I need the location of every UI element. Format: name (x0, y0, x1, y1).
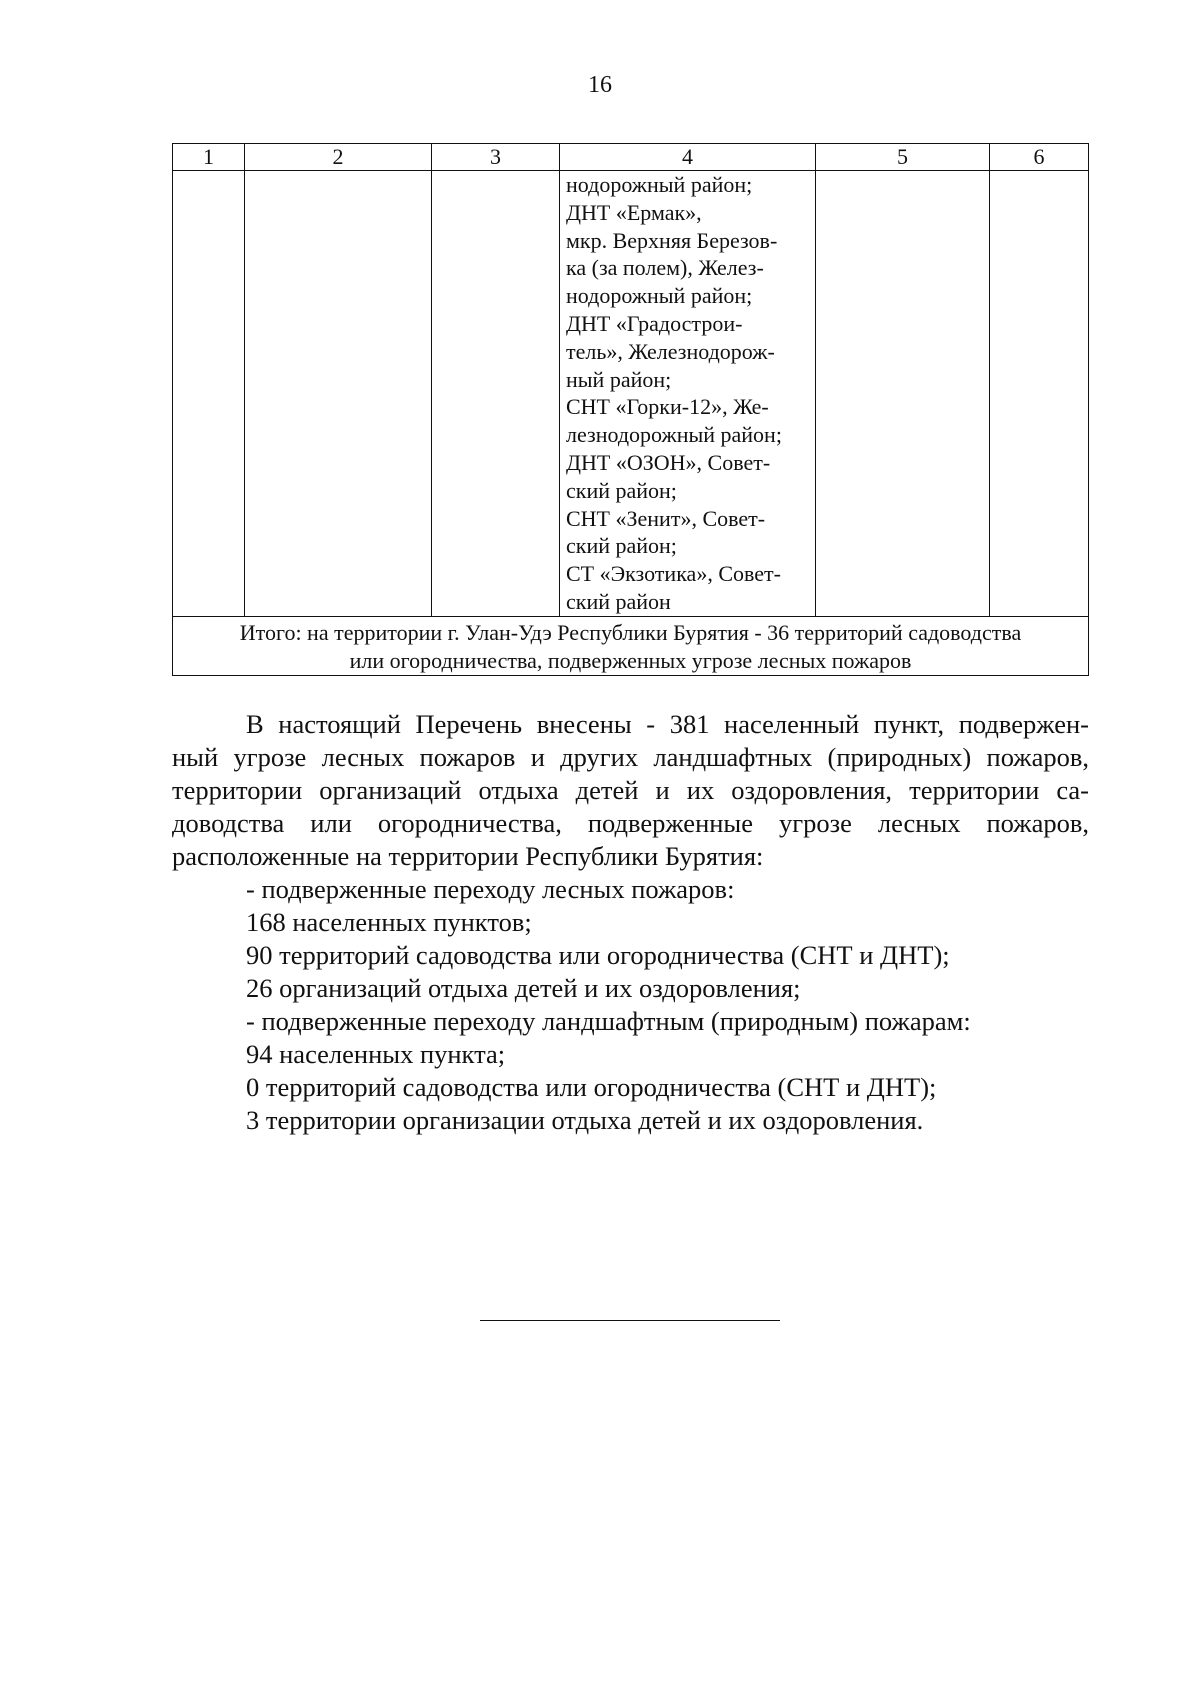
territory-line: ный район; (566, 366, 672, 392)
column-header: 4 (560, 144, 816, 171)
territory-line: мкр. Верхняя Березов- (566, 227, 778, 253)
list-item: - подверженные переходу ландшафтным (природным) пожарам: (246, 1006, 971, 1036)
territory-line: СТ «Экзотика», Совет- (566, 561, 781, 587)
column-header: 5 (816, 144, 990, 171)
end-separator-line (480, 1320, 780, 1321)
territory-line: лезнодорожный район; (566, 422, 782, 448)
list-item: 3 территории организации отдыха детей и их оздоровления. (246, 1105, 924, 1135)
territory-line: ский район (566, 588, 671, 614)
table-cell-empty (245, 171, 432, 617)
table-row (173, 171, 1089, 617)
table-cell-empty (816, 171, 990, 617)
table-header-row (173, 144, 1089, 171)
territory-line: ский район; (566, 477, 677, 503)
column-header: 2 (245, 144, 432, 171)
territory-line: СНТ «Зенит», Совет- (566, 505, 766, 531)
territory-line: ДНТ «ОЗОН», Совет- (566, 449, 771, 475)
total-line: или огородничества, подверженных угрозе лесных пожаров (349, 647, 912, 673)
paragraph-line: В настоящий Перечень внесены - 381 населенный пункт, подвержен- (246, 709, 1089, 739)
page-number: 16 (588, 72, 612, 98)
table-cell-empty (432, 171, 560, 617)
list-item: 0 территорий садоводства или огородничества (СНТ и ДНТ); (246, 1072, 937, 1102)
territory-list-cell (560, 171, 816, 617)
territory-line: ДНТ «Ермак», (566, 199, 702, 225)
territory-line: нодорожный район; (566, 172, 753, 197)
table-total-row (173, 616, 1089, 676)
territory-line: ДНТ «Градострои- (566, 310, 743, 336)
total-line: Итого: на территории г. Улан-Удэ Республики Бурятия - 36 территорий садоводства (239, 619, 1022, 645)
list-item: 26 организаций отдыха детей и их оздоровления; (246, 973, 801, 1003)
territory-line: тель», Железнодорож- (566, 338, 775, 364)
territory-line: СНТ «Горки-12», Же- (566, 394, 769, 420)
list-item: 94 населенных пункта; (246, 1039, 506, 1069)
column-header: 6 (990, 144, 1089, 171)
summary-paragraph (172, 708, 1089, 873)
paragraph-line: ный угрозе лесных пожаров и других ландшафтных (природных) пожаров, (172, 742, 1089, 772)
column-header: 1 (173, 144, 245, 171)
paragraph-line: доводства или огородничества, подверженные угрозе лесных пожаров, (172, 808, 1089, 838)
territory-line: нодорожный район; (566, 283, 753, 309)
fire-risk-table (172, 143, 1089, 676)
statistics-list (172, 873, 1089, 1137)
list-item: 90 территорий садоводства или огородничества (СНТ и ДНТ); (246, 940, 950, 970)
list-item: - подверженные переходу лесных пожаров: (246, 874, 735, 904)
territory-line: ский район; (566, 533, 677, 559)
paragraph-line: территории организаций отдыха детей и их оздоровления, территории са- (172, 775, 1089, 805)
table-cell-empty (990, 171, 1089, 617)
table-cell-empty (173, 171, 245, 617)
paragraph-line: расположенные на территории Республики Бурятия: (172, 841, 764, 871)
column-header: 3 (432, 144, 560, 171)
list-item: 168 населенных пунктов; (246, 907, 532, 937)
territory-line: ка (за полем), Желез- (566, 255, 764, 281)
total-cell (173, 616, 1089, 676)
